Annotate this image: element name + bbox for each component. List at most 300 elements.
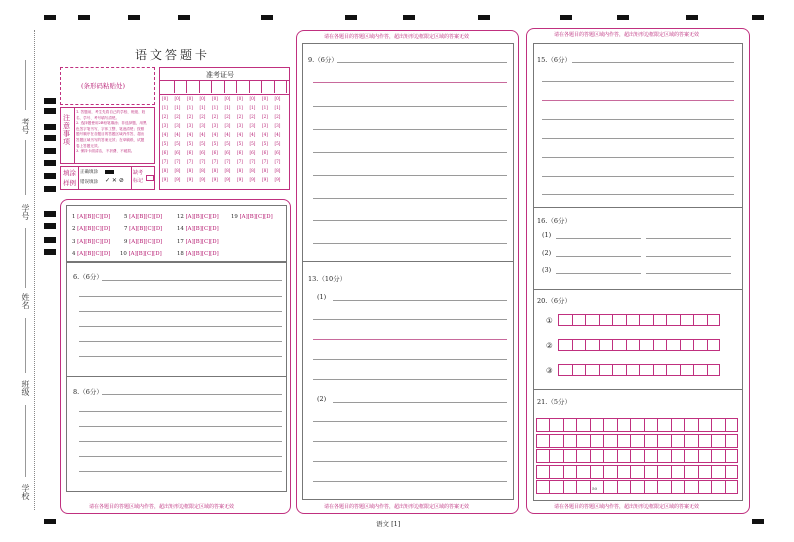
digit-bubble[interactable]: [0] [212, 96, 218, 101]
grid-cell[interactable] [657, 434, 670, 448]
answer-area-q6-q8 [66, 262, 287, 492]
divider [78, 167, 79, 189]
section-divider [534, 207, 742, 208]
digit-bubble[interactable]: [0] [162, 96, 168, 101]
answer-box[interactable] [680, 314, 694, 326]
digit-bubble[interactable]: [9] [212, 177, 218, 182]
grid-cell[interactable] [711, 434, 724, 448]
digit-bubble[interactable]: [8] [212, 168, 218, 173]
choice-options[interactable]: [A][B][C][D] [185, 238, 219, 245]
exam-digit-box[interactable] [250, 81, 263, 93]
digit-bubble[interactable]: [7] [212, 159, 218, 164]
digit-bubble[interactable]: [6] [212, 150, 218, 155]
composition-grid[interactable] [536, 418, 738, 494]
digit-bubble[interactable]: [5] [237, 141, 243, 146]
grid-cell[interactable] [684, 418, 697, 432]
digit-bubble[interactable]: [6] [199, 150, 206, 155]
timing-mark [345, 15, 357, 20]
choice-number: 4 [72, 250, 78, 257]
answer-area-q15-q21 [533, 43, 743, 501]
sidebar-label: 考号 [21, 118, 30, 134]
answer-box[interactable] [653, 314, 667, 326]
answer-box[interactable] [666, 314, 680, 326]
digit-bubble[interactable]: [7] [187, 159, 193, 164]
grid-cell[interactable] [563, 434, 576, 448]
choice-number: 18 [177, 250, 186, 257]
digit-bubble[interactable]: [4] [212, 132, 218, 137]
grid-cell[interactable] [603, 480, 616, 494]
digit-bubble[interactable]: [2] [174, 114, 181, 119]
digit-bubble[interactable]: [6] [249, 150, 256, 155]
timing-mark [44, 223, 56, 229]
digit-bubble[interactable]: [4] [237, 132, 243, 137]
digit-bubble[interactable]: [5] [212, 141, 218, 146]
q21-label: 21.（5分） [537, 398, 571, 406]
grid-cell[interactable] [549, 434, 562, 448]
grid-cell[interactable] [549, 480, 562, 494]
digit-bubble[interactable]: [6] [237, 150, 243, 155]
digit-bubble[interactable]: [4] [249, 132, 256, 137]
grid-cell[interactable] [630, 418, 643, 432]
digit-bubble[interactable]: [6] [162, 150, 168, 155]
choice-grid[interactable] [67, 206, 286, 261]
choice-options[interactable]: [A][B][C][D] [129, 238, 163, 245]
digit-bubble[interactable]: [1] [199, 105, 206, 110]
answer-box[interactable] [626, 314, 640, 326]
grid-cell[interactable] [590, 465, 603, 479]
answer-box[interactable] [599, 364, 613, 376]
notice-text: 请在各题目的答题区域内作答，超出矩形边框限定区域的答案无效 [324, 504, 470, 510]
grid-cell[interactable] [644, 449, 657, 463]
digit-bubble[interactable]: [2] [237, 114, 243, 119]
grid-cell[interactable] [617, 480, 630, 494]
absent-checkbox[interactable] [146, 175, 154, 181]
grid-cell[interactable] [603, 418, 616, 432]
choice-options[interactable]: [A][B][C][D] [129, 214, 163, 220]
instructions-heading: 注意事项 [63, 114, 70, 146]
grid-cell[interactable] [644, 465, 657, 479]
choice-item[interactable] [177, 214, 219, 220]
digit-bubble[interactable]: [6] [174, 150, 181, 155]
q13-part1-label: (1) [317, 293, 327, 301]
digit-bubble[interactable]: [8] [187, 168, 193, 173]
answer-box[interactable] [558, 314, 572, 326]
timing-mark [44, 124, 56, 130]
grid-cell[interactable] [671, 449, 684, 463]
choice-item[interactable] [177, 239, 219, 245]
grid-cell[interactable] [576, 434, 589, 448]
choice-item[interactable] [72, 214, 110, 220]
exam-number-grid [159, 67, 290, 190]
choice-options[interactable]: [A][B][C][D] [129, 226, 163, 233]
digit-bubble[interactable]: [3] [249, 123, 256, 128]
choice-options[interactable]: [A][B][C][D] [77, 214, 111, 220]
digit-bubble[interactable]: [5] [262, 141, 268, 146]
exam-digit-box[interactable] [162, 81, 175, 93]
choice-item[interactable] [72, 226, 110, 232]
choice-item[interactable] [177, 251, 219, 257]
exam-digit-box[interactable] [200, 81, 213, 93]
digit-bubble[interactable]: [1] [262, 105, 268, 110]
grid-cell[interactable] [711, 480, 724, 494]
choice-number: 2 [72, 226, 78, 233]
exam-digit-box[interactable] [187, 81, 200, 93]
digit-bubble[interactable]: [1] [224, 105, 231, 110]
grid-count-label: 50 [592, 486, 598, 491]
grid-cell[interactable] [549, 418, 562, 432]
digit-bubble[interactable]: [5] [162, 141, 168, 146]
digit-bubble[interactable]: [7] [199, 159, 206, 164]
choice-item[interactable] [177, 226, 219, 232]
instruction-line: 色签字笔书写，字体工整、笔迹清楚；按照 [76, 126, 145, 131]
digit-bubble[interactable]: [4] [174, 132, 181, 137]
answer-boxes[interactable] [558, 314, 720, 326]
digit-bubble[interactable]: [3] [262, 123, 268, 128]
answer-box[interactable] [599, 314, 613, 326]
grid-cell[interactable] [684, 449, 697, 463]
digit-bubble[interactable]: [2] [162, 114, 168, 119]
choice-options[interactable]: [A][B][C][D] [77, 226, 111, 233]
digit-bubble[interactable]: [1] [162, 105, 168, 110]
grid-cell[interactable] [590, 449, 603, 463]
grid-cell[interactable] [671, 465, 684, 479]
grid-cell[interactable] [576, 449, 589, 463]
answer-boxes[interactable] [558, 339, 720, 351]
digit-bubble[interactable]: [1] [249, 105, 256, 110]
digit-bubble[interactable]: [6] [274, 150, 281, 155]
choice-item[interactable] [120, 251, 162, 257]
digit-bubble[interactable]: [9] [249, 177, 256, 182]
digit-bubble[interactable]: [9] [262, 177, 268, 182]
grid-cell[interactable] [617, 449, 630, 463]
digit-bubble[interactable]: [8] [262, 168, 268, 173]
digit-bubble[interactable]: [1] [212, 105, 218, 110]
digit-bubble[interactable]: [2] [274, 114, 281, 119]
digit-bubble[interactable]: [6] [187, 150, 193, 155]
digit-bubble[interactable]: [9] [237, 177, 243, 182]
grid-cell[interactable] [725, 465, 738, 479]
grid-cell[interactable] [711, 418, 724, 432]
q20-part-label: ② [546, 341, 553, 350]
grid-cell[interactable] [698, 480, 711, 494]
barcode-label: (条形码粘贴处) [81, 82, 126, 90]
answer-box[interactable] [612, 339, 626, 351]
choice-item[interactable] [124, 226, 162, 232]
grid-cell[interactable] [549, 449, 562, 463]
digit-bubble[interactable]: [4] [199, 132, 206, 137]
grid-cell[interactable] [725, 434, 738, 448]
timing-mark [44, 160, 56, 166]
digit-bubble[interactable]: [4] [274, 132, 281, 137]
timing-mark [44, 211, 56, 217]
digit-bubble[interactable]: [9] [174, 177, 181, 182]
notice-text: 请在各题目的答题区域内作答，超出矩形边框限定区域的答案无效 [89, 504, 235, 510]
grid-cell[interactable] [657, 465, 670, 479]
digit-bubble[interactable]: [8] [162, 168, 168, 173]
answer-box[interactable] [653, 339, 667, 351]
grid-cell[interactable] [630, 465, 643, 479]
digit-bubble[interactable]: [3] [162, 123, 168, 128]
answer-box[interactable] [626, 364, 640, 376]
digit-bubble[interactable]: [2] [187, 114, 193, 119]
notice-text: 请在各题目的答题区域内作答，超出矩形边框限定区域的答案无效 [324, 34, 470, 40]
grid-cell[interactable] [684, 480, 697, 494]
grid-cell[interactable] [536, 480, 549, 494]
answer-box[interactable] [666, 339, 680, 351]
digit-bubble[interactable]: [0] [199, 96, 206, 101]
digit-bubble[interactable]: [2] [199, 114, 206, 119]
answer-box[interactable] [666, 364, 680, 376]
answer-box[interactable] [680, 339, 694, 351]
grid-cell[interactable] [644, 480, 657, 494]
digit-bubble[interactable]: [3] [174, 123, 181, 128]
digit-bubble[interactable]: [7] [262, 159, 268, 164]
instruction-line: 名、学号、考号填写清楚。 [76, 115, 120, 120]
section-divider [303, 261, 513, 262]
choice-options[interactable]: [A][B][C][D] [77, 238, 111, 245]
digit-bubble[interactable]: [5] [224, 141, 231, 146]
digit-bubble[interactable]: [8] [249, 168, 256, 173]
choice-item[interactable] [72, 251, 110, 257]
exam-digit-box[interactable] [237, 81, 250, 93]
digit-bubble[interactable]: [4] [187, 132, 193, 137]
digit-bubble[interactable]: [3] [237, 123, 243, 128]
grid-cell[interactable] [657, 449, 670, 463]
grid-cell[interactable] [725, 480, 738, 494]
grid-cell[interactable] [603, 434, 616, 448]
instruction-line: 2. 选择题使用2B铅笔填涂；非选择题，用黑 [76, 121, 147, 126]
fill-example-box [60, 166, 155, 190]
section-divider [67, 376, 286, 377]
grid-cell[interactable] [617, 465, 630, 479]
digit-bubble[interactable]: [3] [187, 123, 193, 128]
digit-bubble[interactable]: [5] [174, 141, 181, 146]
answer-box[interactable] [639, 364, 653, 376]
grid-cell[interactable] [563, 480, 576, 494]
grid-cell[interactable] [711, 449, 724, 463]
wrong-marks-icon: ✓ ✕ ⊘ [105, 177, 124, 184]
grid-cell[interactable] [590, 418, 603, 432]
digit-bubble[interactable]: [0] [262, 96, 268, 101]
answer-box[interactable] [626, 339, 640, 351]
digit-bubble[interactable]: [8] [237, 168, 243, 173]
grid-cell[interactable] [563, 465, 576, 479]
digit-bubble[interactable]: [5] [274, 141, 281, 146]
digit-bubble[interactable]: [3] [212, 123, 218, 128]
sidebar-label: 学号 [21, 204, 30, 220]
digit-bubble[interactable]: [8] [174, 168, 181, 173]
choice-item[interactable] [72, 239, 110, 245]
digit-bubble[interactable]: [8] [224, 168, 231, 173]
digit-bubble[interactable]: [0] [174, 96, 181, 101]
digit-bubble[interactable]: [3] [199, 123, 206, 128]
answer-box[interactable] [572, 314, 586, 326]
answer-box[interactable] [639, 339, 653, 351]
answer-box[interactable] [585, 339, 599, 351]
grid-cell[interactable] [536, 434, 549, 448]
section-divider [534, 289, 742, 290]
grid-cell[interactable] [711, 465, 724, 479]
exam-digit-box[interactable] [262, 81, 275, 93]
instructions-box [60, 107, 155, 164]
digit-bubble[interactable]: [9] [187, 177, 193, 182]
grid-cell[interactable] [698, 418, 711, 432]
digit-bubble[interactable]: [5] [187, 141, 193, 146]
exam-digit-box[interactable] [212, 81, 225, 93]
digit-bubble[interactable]: [8] [199, 168, 206, 173]
answer-box[interactable] [585, 364, 599, 376]
grid-cell[interactable] [630, 449, 643, 463]
answer-box[interactable] [653, 364, 667, 376]
answer-box[interactable] [599, 339, 613, 351]
answer-box[interactable] [693, 314, 707, 326]
digit-bubble[interactable]: [9] [224, 177, 231, 182]
grid-cell[interactable] [576, 480, 589, 494]
answer-box[interactable] [612, 314, 626, 326]
answer-box[interactable] [558, 339, 572, 351]
digit-bubble[interactable]: [0] [237, 96, 243, 101]
grid-cell[interactable] [671, 480, 684, 494]
digit-bubble[interactable]: [4] [162, 132, 168, 137]
digit-bubble[interactable]: [9] [274, 177, 281, 182]
grid-cell[interactable] [671, 434, 684, 448]
answer-box[interactable] [693, 339, 707, 351]
digit-bubble[interactable]: [2] [249, 114, 256, 119]
answer-box[interactable] [572, 339, 586, 351]
digit-bubble[interactable]: [7] [174, 159, 181, 164]
grid-cell[interactable] [630, 480, 643, 494]
grid-cell[interactable] [536, 418, 549, 432]
digit-bubble[interactable]: [6] [262, 150, 268, 155]
timing-mark [403, 15, 415, 20]
digit-bubble[interactable]: [7] [224, 159, 231, 164]
answer-box[interactable] [707, 364, 721, 376]
grid-cell[interactable] [657, 418, 670, 432]
exam-digit-box[interactable] [175, 81, 188, 93]
timing-mark [752, 519, 764, 524]
grid-cell[interactable] [725, 418, 738, 432]
timing-mark [478, 15, 490, 20]
digit-bubble[interactable]: [2] [262, 114, 268, 119]
digit-bubbles[interactable] [162, 96, 287, 186]
wrong-fill-label: 错误填涂 [80, 180, 98, 185]
digit-bubble[interactable]: [7] [274, 159, 281, 164]
grid-cell[interactable] [603, 449, 616, 463]
q6-label: 6.（6分） [73, 273, 103, 281]
q16-part-label: (3) [542, 266, 552, 274]
choice-item[interactable] [124, 214, 162, 220]
digit-bubble[interactable]: [0] [274, 96, 281, 101]
grid-cell[interactable] [617, 434, 630, 448]
answer-box[interactable] [693, 364, 707, 376]
answer-box[interactable] [680, 364, 694, 376]
digit-bubble[interactable]: [1] [187, 105, 193, 110]
grid-cell[interactable] [684, 465, 697, 479]
digit-bubble[interactable]: [1] [174, 105, 181, 110]
choice-options[interactable]: [A][B][C][D] [128, 250, 162, 257]
digit-bubble[interactable]: [9] [199, 177, 206, 182]
digit-bubble[interactable]: [6] [224, 150, 231, 155]
choice-options[interactable]: [A][B][C][D] [77, 250, 111, 257]
answer-box[interactable] [639, 314, 653, 326]
grid-cell[interactable] [549, 465, 562, 479]
choice-number: 14 [177, 226, 186, 233]
grid-cell[interactable] [576, 418, 589, 432]
grid-cell[interactable] [725, 449, 738, 463]
grid-divider [160, 94, 289, 95]
digit-bubble[interactable]: [9] [162, 177, 168, 182]
timing-mark [560, 15, 572, 20]
grid-cell[interactable] [603, 465, 616, 479]
digit-bubble[interactable]: [0] [224, 96, 231, 101]
digit-bubble[interactable]: [0] [187, 96, 193, 101]
digit-bubble[interactable]: [4] [224, 132, 231, 137]
choice-item[interactable] [124, 239, 162, 245]
digit-bubble[interactable]: [2] [212, 114, 218, 119]
timing-mark [78, 15, 90, 20]
exam-entry-row [162, 81, 287, 93]
answer-box[interactable] [572, 364, 586, 376]
instruction-line: 1. 答题前，考生先将自己的学校、班级、姓 [76, 110, 146, 114]
digit-bubble[interactable]: [2] [224, 114, 231, 119]
exam-digit-box[interactable] [225, 81, 238, 93]
answer-box[interactable] [585, 314, 599, 326]
answer-box[interactable] [558, 364, 572, 376]
q9-label: 9.（6分） [308, 56, 338, 64]
choice-options[interactable]: [A][B][C][D] [239, 214, 273, 220]
digit-bubble[interactable]: [7] [162, 159, 168, 164]
grid-cell[interactable] [644, 418, 657, 432]
digit-bubble[interactable]: [7] [237, 159, 243, 164]
digit-bubble[interactable]: [7] [249, 159, 256, 164]
digit-bubble[interactable]: [0] [249, 96, 256, 101]
choice-options[interactable]: [A][B][C][D] [185, 250, 219, 257]
grid-cell[interactable] [657, 480, 670, 494]
digit-bubble[interactable]: [4] [262, 132, 268, 137]
grid-cell[interactable] [630, 434, 643, 448]
grid-cell[interactable] [563, 449, 576, 463]
digit-bubble[interactable]: [5] [249, 141, 256, 146]
exam-digit-box[interactable] [275, 81, 288, 93]
grid-cell[interactable] [684, 434, 697, 448]
grid-cell[interactable] [698, 434, 711, 448]
answer-box[interactable] [707, 339, 721, 351]
answer-box[interactable] [612, 364, 626, 376]
grid-cell[interactable] [536, 465, 549, 479]
digit-bubble[interactable]: [1] [237, 105, 243, 110]
choice-item[interactable] [231, 214, 273, 220]
digit-bubble[interactable]: [5] [199, 141, 206, 146]
grid-cell[interactable] [563, 418, 576, 432]
choice-options[interactable]: [A][B][C][D] [185, 226, 219, 233]
grid-cell[interactable] [671, 418, 684, 432]
grid-cell[interactable] [698, 465, 711, 479]
digit-bubble[interactable]: [8] [274, 168, 281, 173]
grid-cell[interactable] [576, 465, 589, 479]
answer-box[interactable] [707, 314, 721, 326]
grid-cell[interactable] [698, 449, 711, 463]
choice-options[interactable]: [A][B][C][D] [185, 214, 219, 220]
answer-boxes[interactable] [558, 364, 720, 376]
q16-label: 16.（6分） [537, 217, 571, 225]
grid-cell[interactable] [644, 434, 657, 448]
grid-cell[interactable] [590, 434, 603, 448]
grid-cell[interactable] [617, 418, 630, 432]
digit-bubble[interactable]: [3] [224, 123, 231, 128]
grid-cell[interactable] [536, 449, 549, 463]
digit-bubble[interactable]: [1] [274, 105, 281, 110]
digit-bubble[interactable]: [3] [274, 123, 281, 128]
